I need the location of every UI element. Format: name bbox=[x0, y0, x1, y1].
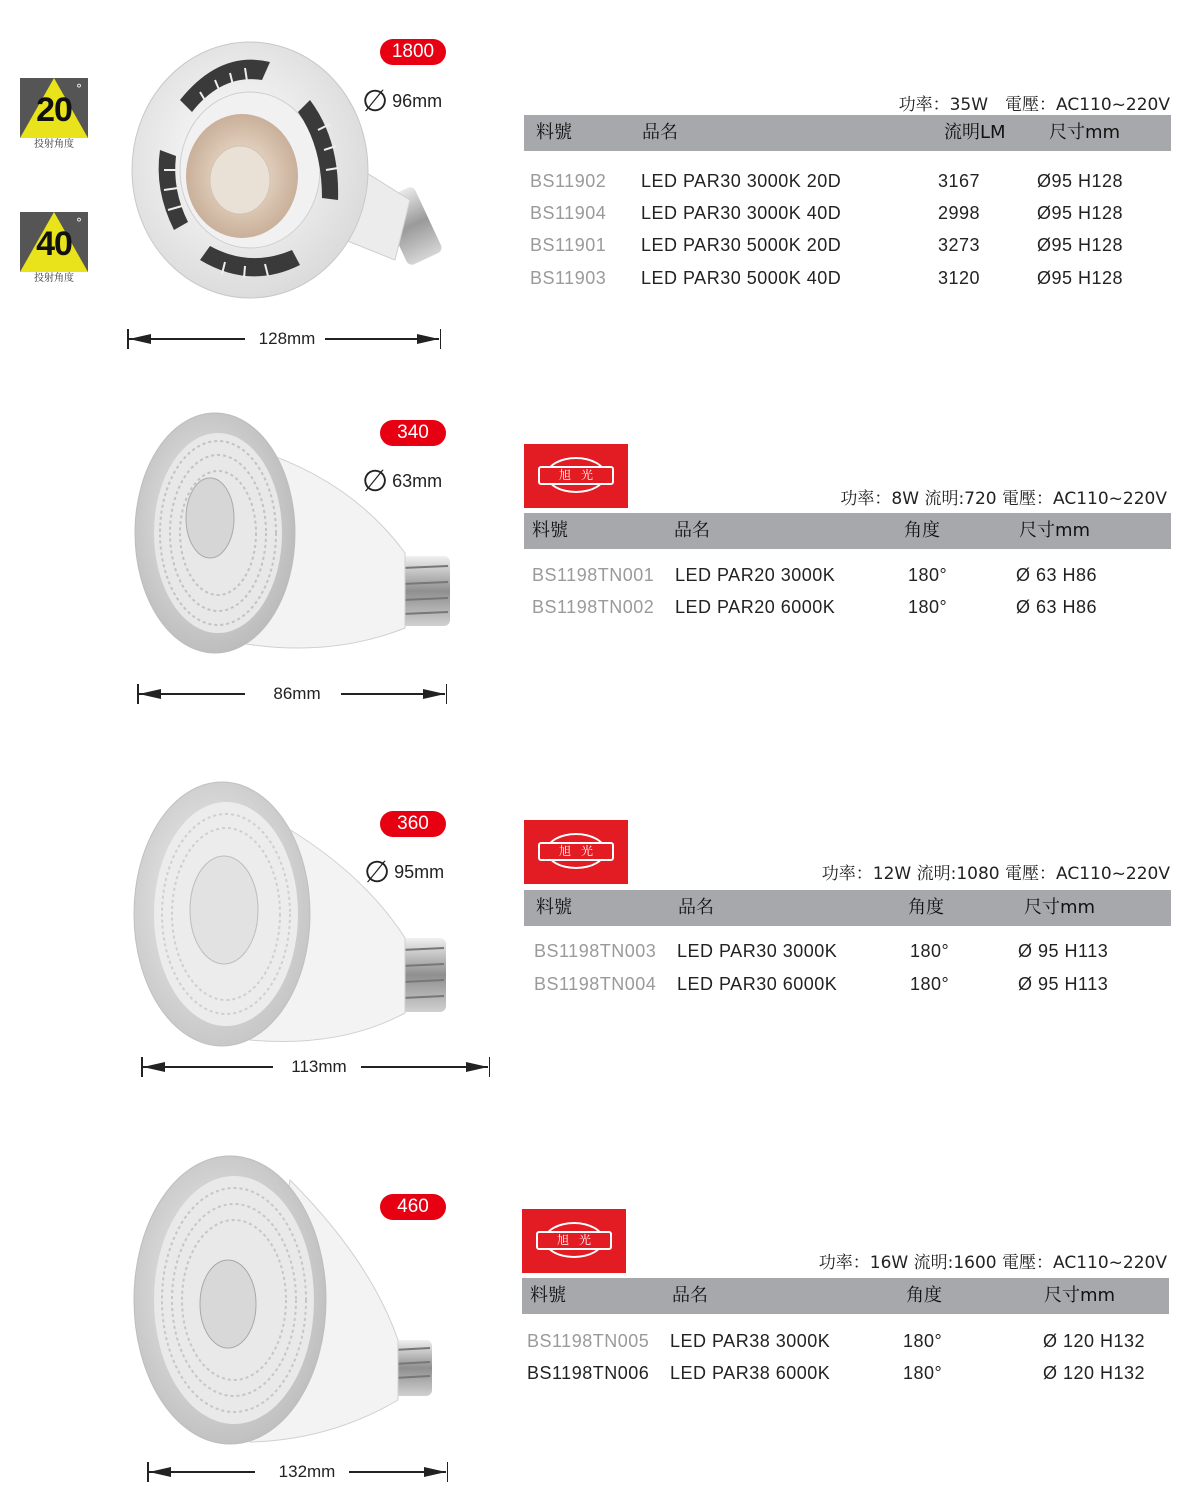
beam-angle-badge-20 bbox=[20, 78, 88, 152]
width-dimension bbox=[137, 684, 447, 704]
diameter-icon: ∅ bbox=[362, 85, 389, 118]
table-header bbox=[522, 1278, 1169, 1314]
table-header bbox=[524, 890, 1171, 926]
header-code: 料號 bbox=[530, 1285, 566, 1306]
product-name: LED PAR30 5000K 40D bbox=[641, 268, 842, 288]
diameter-icon: ∅ bbox=[364, 856, 391, 889]
product-angle: 180° bbox=[910, 974, 950, 994]
width-label: 86mm bbox=[273, 684, 321, 703]
product-size: Ø95 H128 bbox=[1037, 235, 1124, 255]
logo-text: 旭光 bbox=[558, 844, 603, 858]
product-name: LED PAR30 6000K bbox=[677, 974, 838, 994]
product-name: LED PAR30 3000K 20D bbox=[641, 171, 842, 191]
spec-line: 功率：35W 電壓：AC110~220V bbox=[898, 95, 1170, 115]
product-size: Ø 63 H86 bbox=[1016, 597, 1098, 617]
brand-logo bbox=[524, 444, 628, 508]
product-lumen: 3120 bbox=[938, 268, 981, 288]
product-code: BS11901 bbox=[530, 235, 607, 255]
beam-angle-value: 20 bbox=[36, 91, 72, 129]
product-name: LED PAR20 3000K bbox=[675, 565, 836, 585]
table-row bbox=[530, 166, 1170, 196]
price-badge: 1800 bbox=[380, 39, 446, 65]
brand-logo bbox=[524, 820, 628, 884]
beam-angle-caption: 投射角度 bbox=[20, 272, 88, 286]
header-name: 品名 bbox=[642, 122, 678, 143]
table-header bbox=[524, 513, 1171, 549]
product-size: Ø 95 H113 bbox=[1018, 974, 1109, 994]
width-dimension bbox=[127, 329, 441, 349]
product-size: Ø95 H128 bbox=[1037, 171, 1124, 191]
product-code: BS1198TN005 bbox=[527, 1331, 650, 1351]
dimension-tick bbox=[440, 329, 442, 349]
spec-line: 功率：12W 流明:1080 電壓：AC110~220V bbox=[821, 864, 1170, 884]
dimension-line bbox=[129, 338, 245, 340]
table-row bbox=[532, 592, 1172, 622]
product-size: Ø 95 H113 bbox=[1018, 941, 1109, 961]
product-name: LED PAR30 3000K bbox=[677, 941, 838, 961]
product-size: Ø 63 H86 bbox=[1016, 565, 1098, 585]
product-size: Ø95 H128 bbox=[1037, 203, 1124, 223]
product-size: Ø 120 H132 bbox=[1043, 1331, 1146, 1351]
product-lumen: 3167 bbox=[938, 171, 981, 191]
dimension-tick bbox=[446, 684, 448, 704]
header-code: 料號 bbox=[536, 897, 572, 918]
width-dimension bbox=[141, 1057, 490, 1077]
diameter-value: 95mm bbox=[394, 862, 445, 882]
price-badge: 360 bbox=[380, 811, 446, 837]
product-lumen: 3273 bbox=[938, 235, 981, 255]
header-size: 尺寸mm bbox=[1019, 520, 1091, 541]
product-code: BS1198TN002 bbox=[532, 597, 655, 617]
header-lumen: 流明LM bbox=[944, 122, 1006, 143]
dimension-line bbox=[143, 1066, 273, 1068]
product-angle: 180° bbox=[903, 1331, 943, 1351]
table-row bbox=[530, 230, 1170, 260]
diameter-label bbox=[362, 84, 442, 119]
header-angle: 角度 bbox=[904, 520, 940, 541]
table-row bbox=[527, 1358, 1169, 1388]
header-size: 尺寸mm bbox=[1049, 122, 1121, 143]
bulb-image-par20 bbox=[130, 408, 460, 666]
degree-symbol: ° bbox=[76, 216, 82, 230]
brand-logo bbox=[522, 1209, 626, 1273]
product-angle: 180° bbox=[903, 1363, 943, 1383]
product-code: BS1198TN001 bbox=[532, 565, 655, 585]
header-size: 尺寸mm bbox=[1044, 1285, 1116, 1306]
header-size: 尺寸mm bbox=[1024, 897, 1096, 918]
header-angle: 角度 bbox=[908, 897, 944, 918]
table-row bbox=[534, 969, 1174, 999]
header-name: 品名 bbox=[672, 1285, 708, 1306]
width-label: 128mm bbox=[258, 329, 316, 348]
dimension-line bbox=[149, 1471, 255, 1473]
dimension-line bbox=[139, 693, 245, 695]
diameter-value: 63mm bbox=[392, 471, 443, 491]
price-badge: 460 bbox=[380, 1194, 446, 1220]
table-header bbox=[524, 115, 1171, 151]
width-label: 132mm bbox=[278, 1462, 336, 1481]
arrow-right-icon bbox=[423, 689, 445, 699]
arrow-right-icon bbox=[466, 1062, 488, 1072]
header-code: 料號 bbox=[536, 122, 572, 143]
product-code: BS11903 bbox=[530, 268, 607, 288]
product-code: BS11902 bbox=[530, 171, 607, 191]
width-label: 113mm bbox=[291, 1057, 347, 1076]
product-name: LED PAR38 3000K bbox=[670, 1331, 831, 1351]
arrow-right-icon bbox=[417, 334, 439, 344]
product-size: Ø 120 H132 bbox=[1043, 1363, 1146, 1383]
product-name: LED PAR30 3000K 40D bbox=[641, 203, 842, 223]
beam-angle-caption: 投射角度 bbox=[20, 138, 88, 152]
beam-angle-badge-40 bbox=[20, 212, 88, 286]
product-name: LED PAR30 5000K 20D bbox=[641, 235, 842, 255]
diameter-label bbox=[364, 855, 444, 890]
table-row bbox=[532, 560, 1172, 590]
table-row bbox=[530, 198, 1170, 228]
product-code: BS1198TN004 bbox=[534, 974, 657, 994]
header-angle: 角度 bbox=[906, 1285, 942, 1306]
price-badge: 340 bbox=[380, 420, 446, 446]
spec-line: 功率：8W 流明:720 電壓：AC110~220V bbox=[840, 489, 1167, 509]
product-angle: 180° bbox=[908, 565, 948, 585]
product-angle: 180° bbox=[908, 597, 948, 617]
table-row bbox=[530, 263, 1170, 293]
dimension-tick bbox=[489, 1057, 491, 1077]
diameter-label bbox=[362, 464, 442, 499]
product-angle: 180° bbox=[910, 941, 950, 961]
product-lumen: 2998 bbox=[938, 203, 981, 223]
diameter-value: 96mm bbox=[392, 91, 443, 111]
diameter-icon: ∅ bbox=[362, 465, 389, 498]
degree-symbol: ° bbox=[76, 82, 82, 96]
table-row bbox=[534, 936, 1174, 966]
table-row bbox=[527, 1326, 1169, 1356]
spec-line: 功率：16W 流明:1600 電壓：AC110~220V bbox=[818, 1253, 1167, 1273]
dimension-tick bbox=[447, 1462, 449, 1482]
product-code: BS1198TN003 bbox=[534, 941, 657, 961]
bulb-image-par30-fan bbox=[130, 40, 450, 310]
beam-angle-value: 40 bbox=[36, 225, 72, 263]
product-name: LED PAR38 6000K bbox=[670, 1363, 831, 1383]
product-code: BS11904 bbox=[530, 203, 607, 223]
product-code: BS1198TN006 bbox=[527, 1363, 650, 1383]
width-dimension bbox=[147, 1462, 448, 1482]
product-size: Ø95 H128 bbox=[1037, 268, 1124, 288]
logo-text: 旭光 bbox=[556, 1233, 601, 1247]
product-name: LED PAR20 6000K bbox=[675, 597, 836, 617]
arrow-right-icon bbox=[424, 1467, 446, 1477]
header-code: 料號 bbox=[532, 520, 568, 541]
header-name: 品名 bbox=[674, 520, 710, 541]
header-name: 品名 bbox=[678, 897, 714, 918]
logo-text: 旭光 bbox=[558, 468, 603, 482]
